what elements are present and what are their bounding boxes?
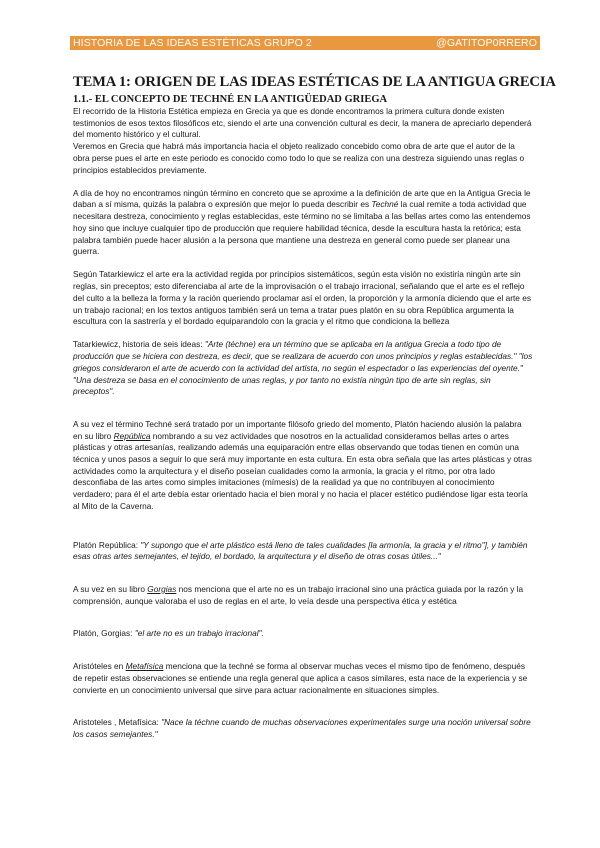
paragraph-object-focus: Veremos en Grecia que habrá más importancia hacia el objeto realizado concebido como obra de arte que el autor de la obra perse pues el arte en este periodo es conocido como todo lo que se realiza con una destreza siguiendo unas reglas o principios establecidos previamente. (73, 141, 525, 175)
text-segment: nos menciona que el arte no es un trabajo irracional sino una práctica guiada por la razón y la comprensión, aunque valoraba el uso de reglas en el arte, lo veía desde una perspectiva ética y estética (73, 584, 524, 606)
term-techne: Techné (371, 199, 399, 210)
book-metafisica: Metafísica (125, 661, 164, 672)
text-segment: A su vez en su libro (73, 584, 148, 594)
paragraph-techne-definition (73, 188, 533, 258)
quote-source: Aristoteles , Metafísica: (73, 717, 162, 728)
text-segment: nombrando a su vez actividades que nosotros en la actualidad consideramos bellas artes o artes plásticas y otras artesanías, realizando además una equiparación entre ellas observando que todas tienen en común una técnica y unos pasos a seguir lo que será muy importante en esta cultura. En esta obra señala que las artes plásticas y otras actividades como la arquitectura y el diseño poseían cualidades como la armonía, la gracia y el ritmo, por otra lado desconfiaba de las artes como simples imitaciones (mímesis) de la realidad ya que no contribuyen al conocimiento verdadero; para él el arte debía estar orientado hacia el bien moral y no hacia el placer estético pudiéndose ligar esta teoría al Mito de la Caverna. (73, 430, 532, 511)
paragraph-platon-republica (73, 419, 533, 513)
paragraph-intro: El recorrido de la Historia Estética empieza en Grecia ya que es donde encontramos la primera cultura donde existen testimonios de esos textos filosóficos etc, siendo el arte una convención cultural es decir, la manera de apreciarlo dependerá del momento histórico y el cultural. (73, 106, 532, 140)
paragraph-tatarkiewicz: Según Tatarkiewicz el arte era la actividad regida por principios sistemáticos, según esta visión no existiría ningún arte sin reglas, sin preceptos; esto diferenciaba al arte de la improvisación o el trabajo irracional, señalando que el arte es el reflejo del culto a la belleza la forma y la ración queriendo proclamar así el orden, la proporción y la armonía diciendo que el arte es un trabajo racional; en los textos antiguos también será un tema a tratar pues platón en su obra República argumenta la escultura con la sastrería y el bordado equiparandolo con la gracia y el ritmo que condiciona la belleza (73, 269, 531, 327)
page-title: TEMA 1: ORIGEN DE LAS IDEAS ESTÉTICAS DE LA ANTIGUA GRECIA (73, 74, 556, 90)
text-segment: menciona que la techné se forma al observar muchas veces el mismo tipo de fenómeno, después de repetir estas observaciones se entiende una regla general que aplica a casos similares, esta nace de la experiencia y se convierte en un conocimiento universal que sirve para actuar racionalmente en situaciones simples. (73, 661, 528, 695)
quote-text: "Y supongo que el arte plástico está lleno de tales cualidades [la armonía, la gracia y el ritmo"], y también esas otras artes semejantes, el tejido, el bordado, la arquitectura y el diseño de otras cosas útiles..." (73, 539, 528, 562)
header-course-title: HISTORIA DE LAS IDEAS ESTÉTICAS GRUPO 2 (73, 37, 312, 49)
quote-text: "Arte (téchne) era un término que se aplicaba en la antigua Grecia a todo tipo de producción que se hiciera con destreza, es decir, que se realizara de acuerdo con unos principios y reglas establecidas." "los griegos consideraron el arte de acuerdo con la actividad del artista, no según el espectador o las experiencias del oyente." "Una destreza se basa en el conocimiento de unas reglas, y por tanto no existía ningún tipo de arte sin reglas, sin preceptos". (73, 339, 533, 397)
quote-source: Tatarkiewicz, historia de seis ideas: (73, 339, 205, 350)
quote-source: Platón, Gorgias: (73, 628, 135, 639)
paragraph-gorgias (73, 584, 533, 607)
header-author-handle: @GATITOP0RRERO (436, 37, 537, 49)
paragraph-aristoteles (73, 661, 533, 696)
quote-aristoteles (73, 717, 533, 740)
quote-source: Platón República: (73, 539, 141, 550)
quote-tatarkiewicz (73, 339, 533, 398)
quote-gorgias (73, 628, 533, 640)
quote-platon-republica (73, 540, 533, 563)
quote-text: "Nace la téchne cuando de muchas observaciones experimentales surge una noción universal sobre los casos semejantes." (73, 717, 531, 739)
text-segment: A su vez el término Techné será tratado por un importante filósofo griedo del momento, Platón haciendo alusión la palabra en su libro (73, 418, 522, 441)
book-republica: República (113, 430, 151, 441)
document-body (73, 74, 556, 741)
section-heading: 1.1.- EL CONCEPTO DE TECHNÉ EN LA ANTIGÜEDAD GRIEGA (73, 94, 388, 105)
quote-text: "el arte no es un trabajo irracional". (134, 628, 264, 639)
book-gorgias: Gorgias (147, 584, 177, 594)
text-segment: A día de hoy no encontramos ningún término en concreto que se aproxime a la definición de arte que en la Antigua Grecia le daban a sí misma, quizás la palabra o expresión que mejor lo pueda describir es (73, 187, 531, 210)
page-header (70, 36, 540, 50)
text-segment: la cual remite a toda actividad que necesitara destreza, conocimiento y reglas establecidas, este término no se limitaba a las bellas artes como las entendemos hoy sino que incluye cualquier tipo de producción que requiere habilidad técnica, desde la escultura hasta la retórica; esta palabra también puede hacer alusión a la persona que mantiene una destreza en general como puede ser planear una guerra. (73, 199, 531, 257)
text-segment: Aristóteles en (73, 661, 126, 672)
